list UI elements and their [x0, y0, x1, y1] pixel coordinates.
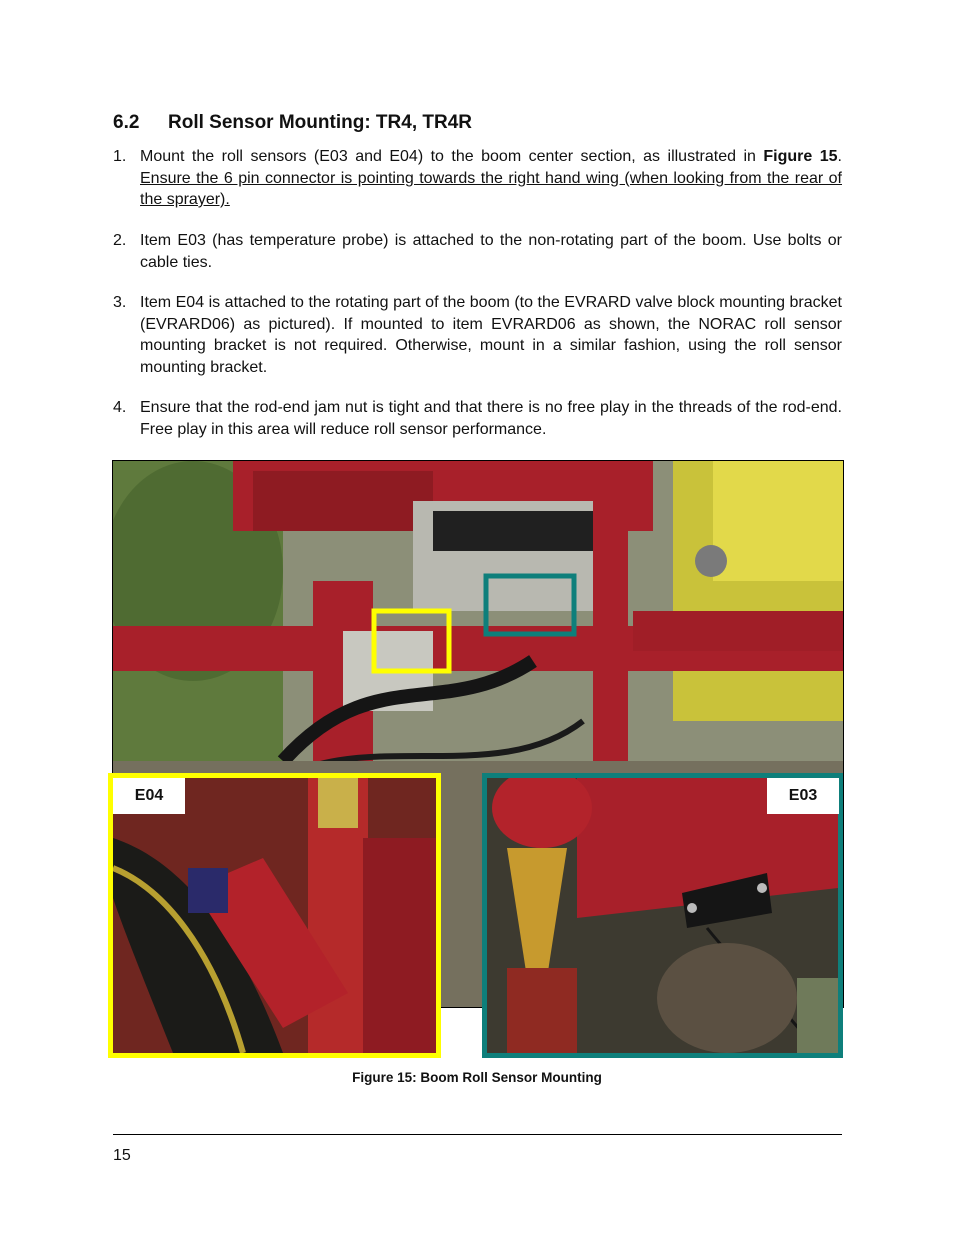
connector-orientation-note: Ensure the 6 pin connector is pointing towards the right hand wing (when looking from the rear of the sprayer). — [140, 169, 842, 208]
list-item-text: Item E04 is attached to the rotating part of the boom (to the EVRARD valve block mounting bracket (EVRARD06) as pictured). If mounted to item EVRARD06 as shown, the NORAC roll sensor mounting bracket is not required. Otherwise, mount in a similar fashion, using the roll sensor mounting bracket. — [140, 294, 842, 376]
list-item — [113, 397, 842, 440]
e03-inset-photo — [482, 773, 843, 1058]
list-item-text: Ensure that the rod-end jam nut is tight and that there is no free play in the threads of the rod-end. Free play in this area will reduce roll sensor performance. — [140, 399, 842, 438]
list-item — [113, 146, 842, 211]
figure-caption: Figure 15: Boom Roll Sensor Mounting — [352, 1070, 602, 1085]
section-title: Roll Sensor Mounting: TR4, TR4R — [168, 112, 472, 133]
e03-label: E03 — [767, 778, 839, 814]
section-number: 6.2 — [113, 112, 140, 133]
list-item — [113, 292, 842, 378]
e04-label: E04 — [113, 778, 185, 814]
list-item-text: Mount the roll sensors (E03 and E04) to the boom center section, as illustrated in Figure 15. Ensure the 6 pin connector is pointing towards the right hand wing (when looking from the rear of the sprayer). — [140, 148, 842, 208]
e03-closeup-illustration — [487, 778, 838, 1053]
section-heading — [113, 112, 472, 134]
list-item-number: 2. — [113, 232, 127, 249]
list-item-number: 1. — [113, 148, 127, 165]
list-item-text: Item E03 (has temperature probe) is attached to the non-rotating part of the boom. Use bolts or cable ties. — [140, 232, 842, 271]
list-item-number: 4. — [113, 399, 127, 416]
list-item — [113, 230, 842, 273]
figure-reference: Figure 15 — [763, 148, 838, 165]
e04-inset-photo — [108, 773, 441, 1058]
page-number: 15 — [113, 1147, 131, 1164]
footer-rule — [113, 1134, 842, 1135]
list-item-number: 3. — [113, 294, 127, 311]
e04-closeup-illustration — [113, 778, 436, 1053]
